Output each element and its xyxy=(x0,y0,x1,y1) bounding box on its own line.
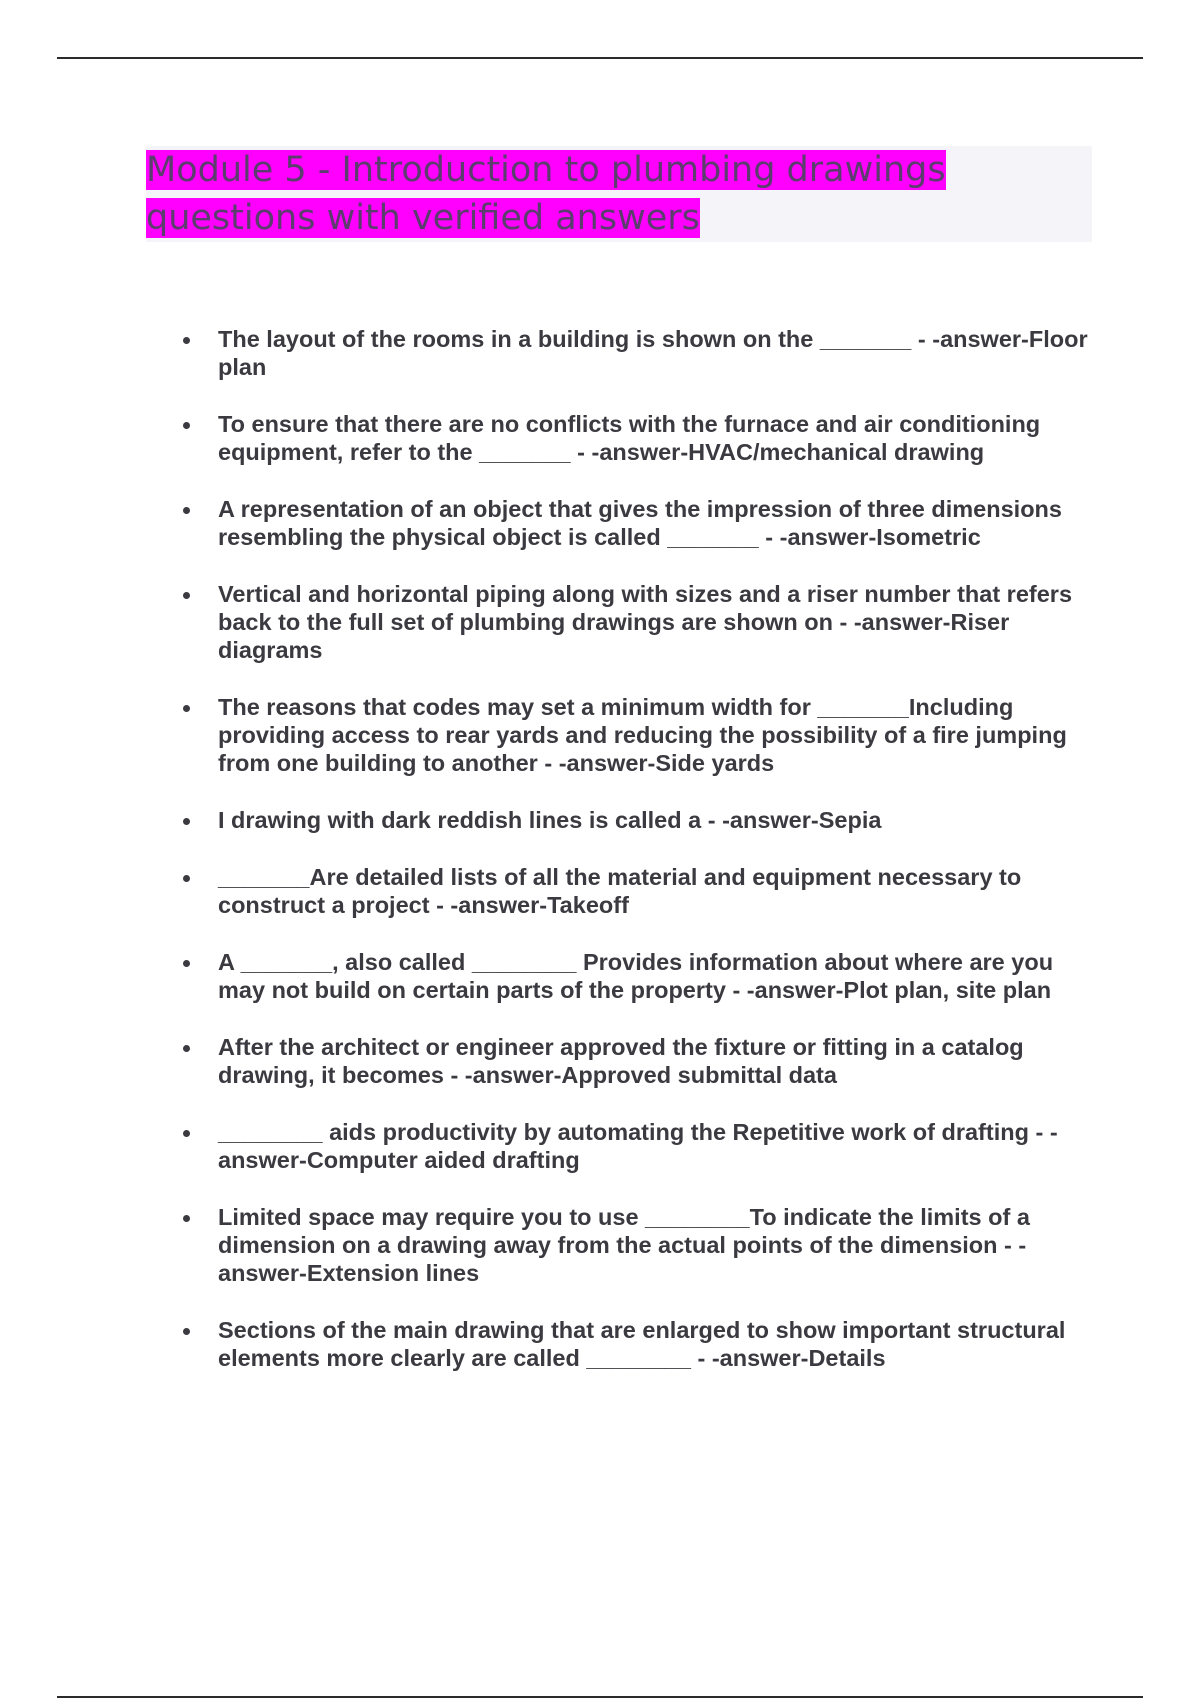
list-item xyxy=(175,806,1095,834)
question-text: I drawing with dark reddish lines is called a - -answer-Sepia xyxy=(218,807,882,833)
list-item xyxy=(175,1118,1095,1174)
question-text: A representation of an object that gives the impression of three dimensions resembling the physical object is called _______ - -answer-Isometric xyxy=(218,496,1062,550)
bullet-icon xyxy=(183,1045,190,1052)
question-text: To ensure that there are no conflicts with the furnace and air conditioning equipment, refer to the _______ - -answer-HVAC/mechanical drawing xyxy=(218,411,1041,465)
question-text: The layout of the rooms in a building is shown on the _______ - -answer-Floor plan xyxy=(218,326,1088,380)
question-text: A _______, also called ________ Provides information about where are you may not build on certain parts of the property - -answer-Plot plan, site plan xyxy=(218,949,1054,1003)
list-item xyxy=(175,1316,1095,1372)
bullet-icon xyxy=(183,337,190,344)
list-item xyxy=(175,495,1095,551)
bottom-rule xyxy=(57,1696,1143,1698)
bullet-icon xyxy=(183,818,190,825)
question-text: The reasons that codes may set a minimum width for _______Including providing access to rear yards and reducing the possibility of a fire jumping from one building to another - -answer-Side yards xyxy=(218,694,1067,776)
list-item xyxy=(175,863,1095,919)
list-item xyxy=(175,948,1095,1004)
list-item xyxy=(175,325,1095,381)
bullet-icon xyxy=(183,1328,190,1335)
question-text: After the architect or engineer approved the fixture or fitting in a catalog drawing, it becomes - -answer-Approved submittal data xyxy=(218,1034,1024,1088)
question-text: _______Are detailed lists of all the material and equipment necessary to construct a project - -answer-Takeoff xyxy=(218,864,1022,918)
list-item xyxy=(175,1033,1095,1089)
bullet-icon xyxy=(183,422,190,429)
list-item xyxy=(175,693,1095,777)
question-text: Sections of the main drawing that are enlarged to show important structural elements more clearly are called ________ - -answer-Details xyxy=(218,1317,1066,1371)
bullet-icon xyxy=(183,960,190,967)
question-text: Vertical and horizontal piping along with sizes and a riser number that refers back to the full set of plumbing drawings are shown on - -answer-Riser diagrams xyxy=(218,581,1073,663)
bullet-icon xyxy=(183,1130,190,1137)
list-item xyxy=(175,580,1095,664)
top-rule xyxy=(57,57,1143,59)
question-text: Limited space may require you to use ________To indicate the limits of a dimension on a drawing away from the actual points of the dimension - -answer-Extension lines xyxy=(218,1204,1030,1286)
bullet-icon xyxy=(183,875,190,882)
document-title xyxy=(146,146,1092,242)
bullet-icon xyxy=(183,705,190,712)
list-item xyxy=(175,1203,1095,1287)
document-title-text: Module 5 - Introduction to plumbing drawings questions with verified answers xyxy=(146,150,946,238)
bullet-icon xyxy=(183,592,190,599)
bullet-icon xyxy=(183,507,190,514)
bullet-icon xyxy=(183,1215,190,1222)
question-text: ________ aids productivity by automating the Repetitive work of drafting - -answer-Computer aided drafting xyxy=(218,1119,1058,1173)
question-list xyxy=(175,325,1095,1401)
list-item xyxy=(175,410,1095,466)
